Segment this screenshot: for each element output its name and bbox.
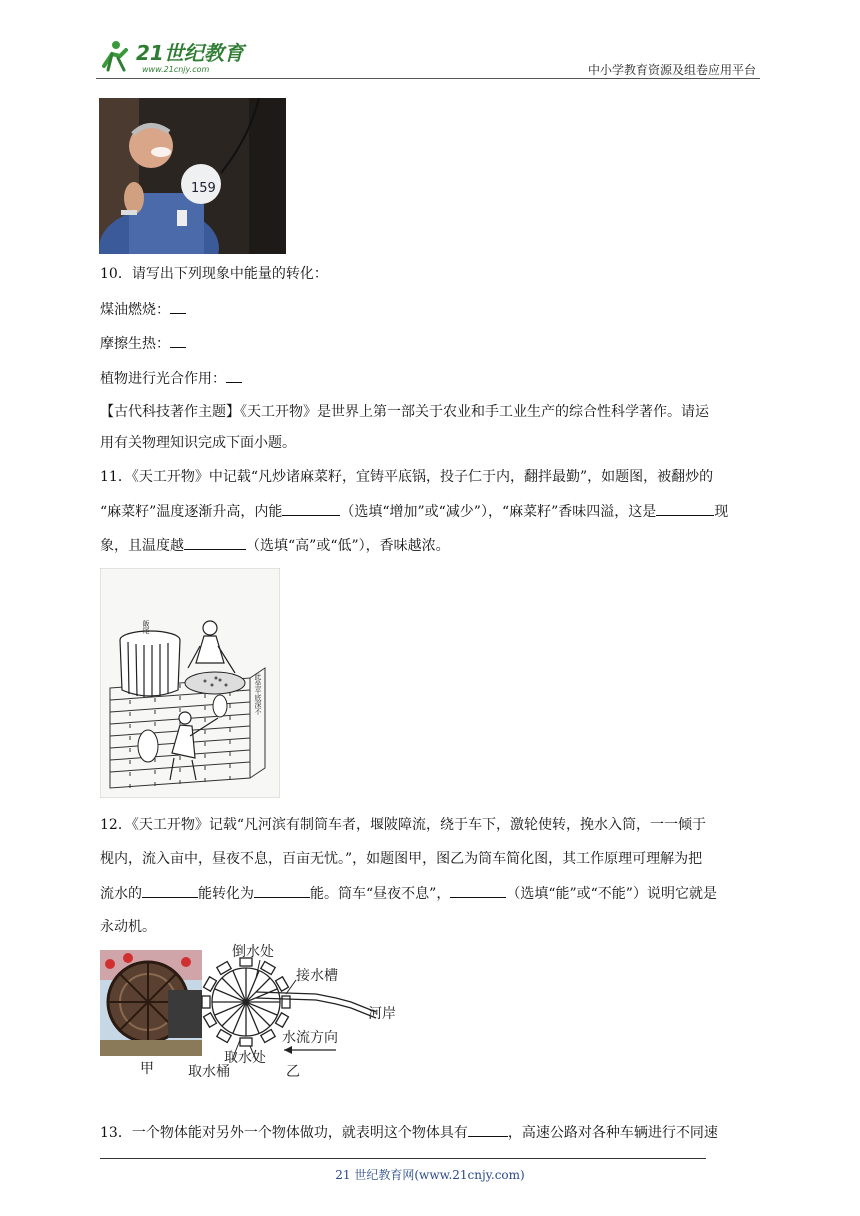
footer-divider <box>100 1158 706 1159</box>
svg-text:飯尾: 飯尾 <box>142 620 150 634</box>
platform-name: 中小学教育资源及组卷应用平台 <box>587 63 756 77</box>
answer-blank[interactable] <box>170 299 186 314</box>
page-header <box>96 30 760 80</box>
q12-line-4: 永动机。 <box>100 919 156 935</box>
svg-text:取水桶: 取水桶 <box>188 1064 230 1080</box>
label-jia: 甲 <box>140 1061 154 1077</box>
svg-text:www.21cnjy.com: www.21cnjy.com <box>142 65 210 74</box>
svg-text:河岸: 河岸 <box>368 1006 396 1022</box>
answer-blank[interactable] <box>254 883 310 898</box>
answer-blank[interactable] <box>468 1122 508 1137</box>
pendulum-photo <box>99 98 286 254</box>
answer-blank[interactable] <box>184 535 246 550</box>
q11-line-2: “麻菜籽”温度逐渐升高，内能 （选填“增加”或“减少”），“麻菜籽”香味四溢，这是 现 <box>100 501 728 522</box>
svg-text:159: 159 <box>191 181 216 196</box>
header-divider <box>96 78 760 79</box>
section-intro-line-2: 用有关物理知识完成下面小题。 <box>100 435 296 451</box>
answer-blank[interactable] <box>170 333 186 348</box>
answer-blank[interactable] <box>656 501 714 516</box>
answer-blank[interactable] <box>450 883 506 898</box>
answer-blank[interactable] <box>282 501 340 516</box>
q11-line-1: 11．《天工开物》中记载“凡炒诸麻菜籽，宜铸平底锅，投子仁于内，翻拌最勤”，如题图，被翻炒的 <box>100 469 714 485</box>
q12-line-1: 12．《天工开物》记载“凡河滨有制筒车者，堰陂障流，绕于车下，激轮使转，挽水入筒，一一倾于 <box>100 817 706 833</box>
svg-text:水流方向: 水流方向 <box>282 1030 338 1046</box>
q10-stem: 10．请写出下列现象中能量的转化： <box>100 266 328 282</box>
section-title: 【古代科技著作主题】 <box>100 404 240 420</box>
svg-text:乙: 乙 <box>286 1064 300 1080</box>
answer-blank[interactable] <box>226 368 242 383</box>
site-logo <box>96 36 256 76</box>
q12-line-3: 流水的 能转化为 能。筒车“昼夜不息”， （选填“能”或“不能”）说明它就是 <box>100 883 717 904</box>
svg-text:取水处: 取水处 <box>224 1050 266 1066</box>
frying-illustration <box>100 568 280 798</box>
section-intro-line-1: 【古代科技著作主题】《天工开物》是世界上第一部关于农业和手工业生产的综合性科学著作。请运 <box>100 404 709 420</box>
svg-text:此坐平底深不: 此坐平底深不 <box>254 673 262 715</box>
q10-item-1: 煤油燃烧： <box>100 299 186 320</box>
svg-text:21世纪教育: 21世纪教育 <box>136 41 244 65</box>
svg-text:倒水处: 倒水处 <box>232 944 274 960</box>
q10-item-3: 植物进行光合作用： <box>100 368 242 389</box>
q12-line-2: 枧内，流入亩中，昼夜不息，百亩无忧。”，如题图甲，图乙为筒车简化图，其工作原理可理解为把 <box>100 851 703 867</box>
svg-text:接水槽: 接水槽 <box>296 968 338 984</box>
q11-line-3: 象，且温度越 （选填“高”或“低”），香味越浓。 <box>100 535 450 556</box>
q13-line-1: 13．一个物体能对另外一个物体做功，就表明这个物体具有 ，高速公路对各种车辆进行不同速 <box>100 1122 718 1143</box>
footer-site[interactable]: 21 世纪教育网(www.21cnjy.com) <box>335 1168 525 1182</box>
water-wheel-diagram <box>186 942 406 1082</box>
answer-blank[interactable] <box>142 883 198 898</box>
q10-item-2: 摩擦生热： <box>100 333 186 354</box>
